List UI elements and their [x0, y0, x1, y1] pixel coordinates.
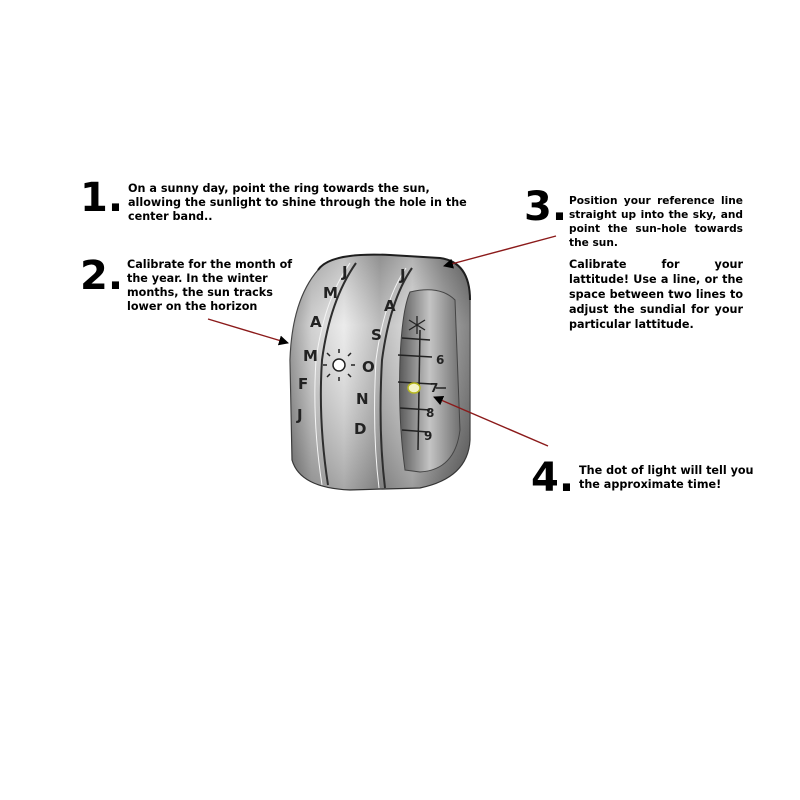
month-left-4: F [298, 375, 309, 393]
month-right-5: D [354, 420, 367, 438]
step-4-number: 4. [531, 455, 575, 501]
month-left-0: J [342, 263, 348, 281]
step-4-text: The dot of light will tell you the approximate time! [579, 464, 754, 491]
month-left-1: M [323, 284, 338, 302]
arrow-step-4 [434, 397, 548, 446]
month-right-1: A [384, 297, 396, 315]
step-1-text: On a sunny day, point the ring towards the sun, allowing the sunlight to shine through the hole in the center band.. [128, 182, 467, 223]
month-left-3: M [303, 347, 318, 365]
hour-label-3: 9 [424, 429, 433, 443]
hour-label-0: 6 [436, 353, 445, 367]
step-3-number: 3. [524, 184, 568, 230]
hour-label-2: 8 [426, 406, 435, 420]
step-2-number: 2. [80, 253, 124, 299]
step-1-number: 1. [80, 175, 124, 221]
arrow-step-3 [444, 236, 556, 266]
arrow-step-2 [208, 319, 288, 343]
step-2-text: Calibrate for the month of the year. In the winter months, the sun tracks lower on the horizon [127, 258, 293, 313]
hour-label-1: 7 [430, 381, 439, 395]
month-right-4: N [356, 390, 369, 408]
step-3-extra-text: Calibrate for your lattitude! Use a line, or the space between two lines to adjust the sundial for your particular lattitude. [569, 258, 743, 331]
month-right-2: S [371, 326, 382, 344]
month-left-5: J [297, 406, 303, 424]
month-right-3: O [362, 358, 375, 376]
step-3-text: Position your reference line straight up into the sky, and point the sun-hole towards the sun. [569, 195, 743, 249]
month-right-0: J [400, 266, 406, 284]
month-left-2: A [310, 313, 322, 331]
